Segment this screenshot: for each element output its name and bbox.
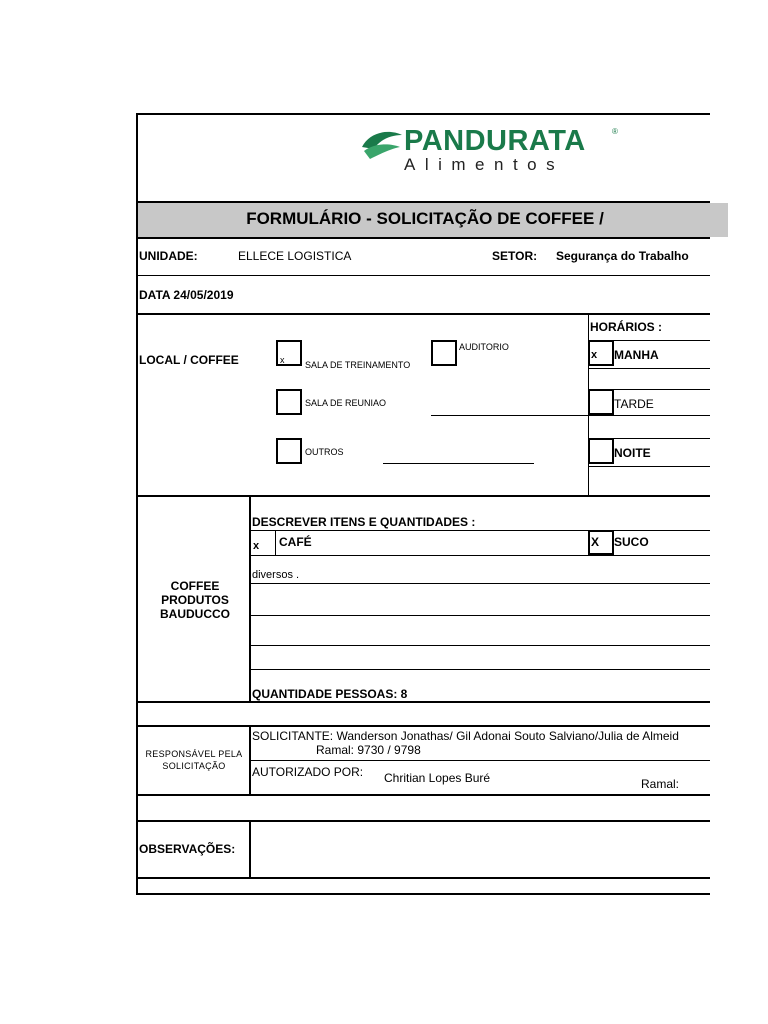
ramal-solicitante: Ramal: 9730 / 9798 [316,743,421,757]
form-top-border [136,113,710,115]
solicitante-value: SOLICITANTE: Wanderson Jonathas/ Gil Adonai Souto Salviano/Julia de Almeid [252,729,679,743]
observacoes-label: OBSERVAÇÕES: [139,842,236,856]
label-cafe: CAFÉ [279,535,312,549]
leaf-icon [360,129,404,161]
horarios-line-2 [588,368,710,369]
checkbox-mark-manha: x [591,349,598,361]
checkbox-mark-suco: X [591,535,600,549]
label-auditorio: AUDITORIO [459,342,509,352]
solicitante-bottom-line [250,760,710,761]
local-label: LOCAL / COFFEE [139,353,239,367]
observacoes-divider [249,821,251,878]
checkbox-sala-reuniao[interactable] [276,389,302,415]
data-bottom-line [136,313,710,315]
checkbox-mark-cafe: x [253,540,260,552]
unidade-label: UNIDADE: [139,249,198,263]
descrever-label: DESCREVER ITENS E QUANTIDADES : [252,515,476,529]
observacoes-field[interactable] [252,823,708,876]
reuniao-underline [431,415,588,416]
checkbox-auditorio[interactable] [431,340,457,366]
produtos-line-2 [250,583,710,584]
responsavel-top-line [136,725,710,727]
data-label: DATA 24/05/2019 [139,288,234,302]
horarios-label: HORÁRIOS : [590,320,662,334]
unidade-bottom-line [136,275,710,276]
descrever-line [250,530,710,531]
label-noite: NOITE [614,446,651,460]
produtos-section-label: COFFEE PRODUTOS BAUDUCCO [160,579,230,621]
autorizado-nome: Chritian Lopes Buré [384,771,491,785]
horarios-line-6 [588,466,710,467]
autorizado-label: AUTORIZADO POR: [252,765,364,779]
registered-icon: ® [612,127,618,136]
checkbox-outros[interactable] [276,438,302,464]
label-manha: MANHA [614,348,659,362]
observacoes-top-line [136,820,710,822]
logo-sub: Alimentos [404,155,565,174]
responsavel-bottom-line [136,794,710,796]
setor-label: SETOR: [492,249,538,263]
title-bottom-line [136,237,710,239]
local-bottom-line [136,495,710,497]
quantidade-pessoas: QUANTIDADE PESSOAS: 8 [252,687,408,701]
outros-underline [383,463,534,464]
logo-brand: PANDURATA [404,125,586,157]
responsavel-label: RESPONSÁVEL PELA SOLICITAÇÃO [145,749,243,771]
unidade-value: ELLECE LOGISTICA [238,249,352,263]
label-tarde: TARDE [614,397,654,411]
label-sala-reuniao: SALA DE REUNIAO [305,398,387,408]
label-sala-treinamento: SALA DE TREINAMENTO [305,360,411,370]
form-bottom-border [136,893,710,895]
label-suco: SUCO [614,535,649,549]
produtos-divider [249,496,251,702]
form-title: FORMULÁRIO - SOLICITAÇÃO DE COFFEE / [246,209,604,228]
produtos-line-1 [250,555,710,556]
produtos-line-3 [250,615,710,616]
label-outros: OUTROS [305,447,344,457]
title-top-line [136,201,710,203]
itens-value: diversos . [252,569,300,581]
produtos-line-5 [250,669,710,670]
horarios-line-4 [588,415,710,416]
produtos-bottom-line [136,701,710,703]
produtos-line-4 [250,645,710,646]
setor-value: Segurança do Trabalho [556,249,689,263]
checkbox-tarde[interactable] [588,389,614,415]
checkbox-mark-treinamento: x [280,355,285,365]
ramal-label: Ramal: [641,777,680,791]
company-logo [360,125,630,180]
checkbox-noite[interactable] [588,438,614,464]
cafe-box-right [275,530,276,555]
observacoes-bottom-line [136,877,710,879]
